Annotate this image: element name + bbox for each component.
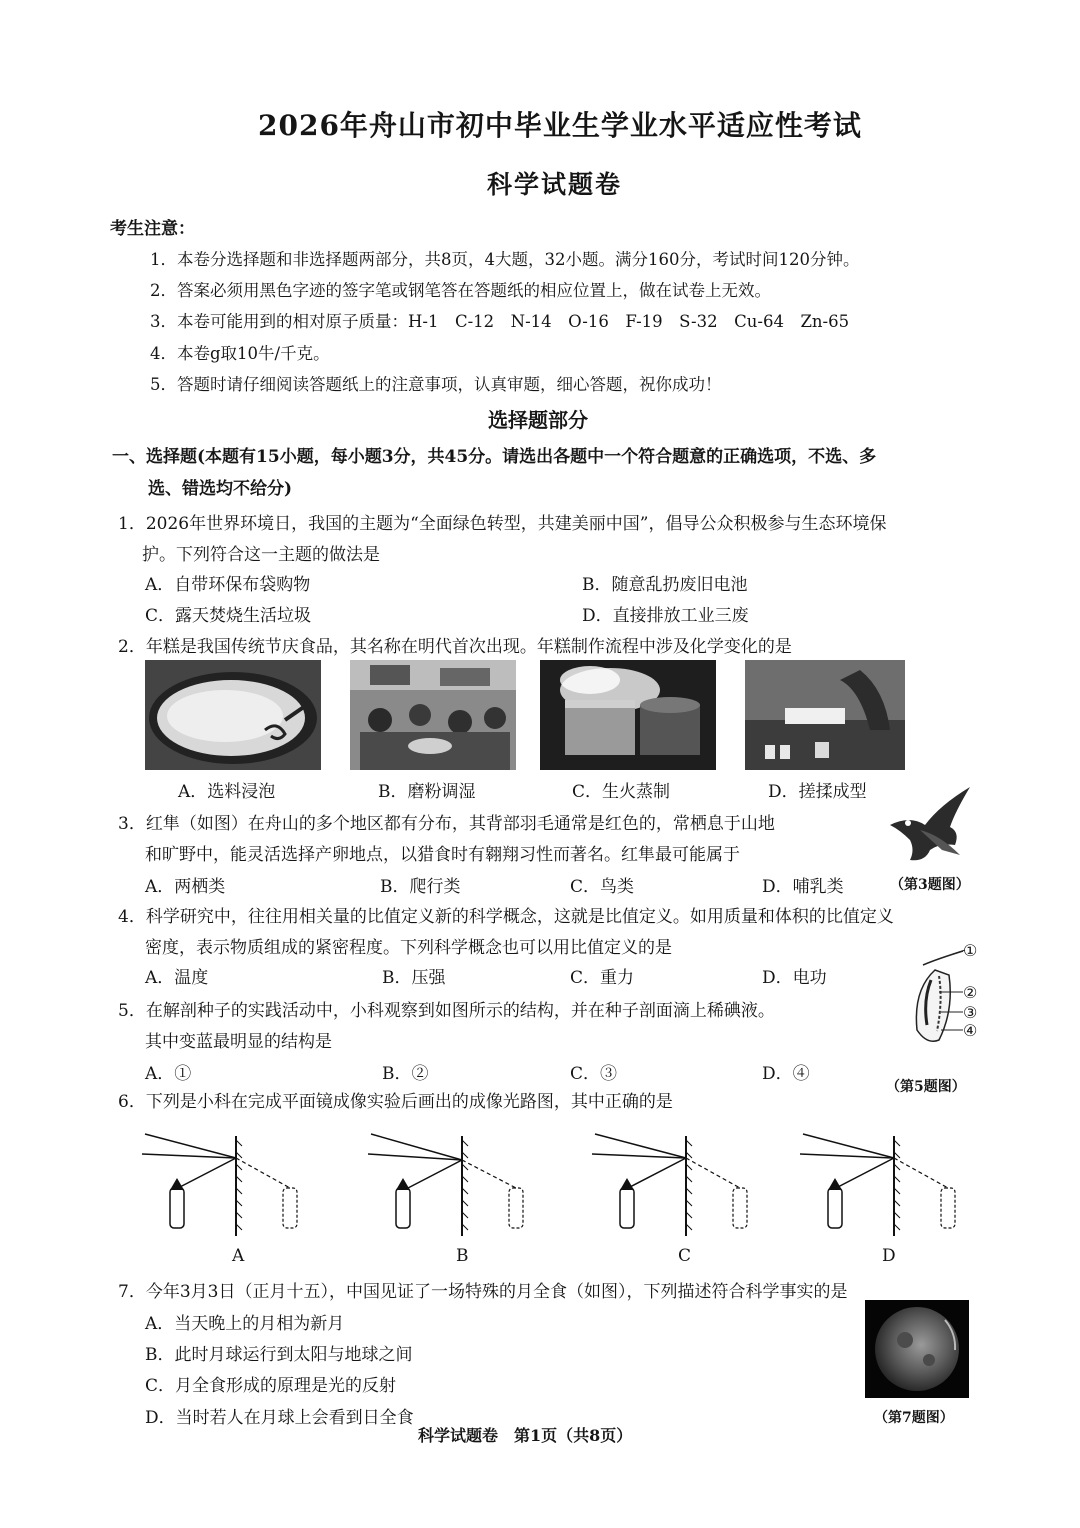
steaming-illustration <box>540 660 716 770</box>
seed-section-figure <box>895 940 995 1055</box>
q2-photo-steaming <box>540 660 716 770</box>
q3-option-d: D．哺乳类 <box>762 877 844 897</box>
seed-label-2: ② <box>963 983 978 1002</box>
q4-stem-line1: 4．科学研究中，往往用相关量的比值定义新的科学概念，这就是比值定义。如用质量和体积的比值定义 <box>118 907 894 927</box>
q2-photo-grinding <box>350 660 516 770</box>
q4-option-b: B．压强 <box>382 968 446 988</box>
notice-item-5: 5．答题时请仔细阅读答题纸上的注意事项，认真审题，细心答题，祝你成功！ <box>150 375 722 394</box>
q1-option-b: B．随意乱扔废旧电池 <box>582 575 748 595</box>
q7-lunar-eclipse-photo <box>865 1300 969 1398</box>
q2-option-a: A．选料浸泡 <box>178 782 276 802</box>
page-subtitle: 科学试题卷 <box>487 170 623 199</box>
notice-item-4: 4．本卷g取10牛/千克。 <box>150 344 330 363</box>
q5-stem-line1: 5．在解剖种子的实践活动中，小科观察到如图所示的结构，并在种子剖面滴上稀碘液。 <box>118 1001 775 1021</box>
seed-label-1: ① <box>963 941 978 960</box>
page-footer: 科学试题卷 第1页（共8页） <box>418 1426 633 1445</box>
q2-option-c: C．生火蒸制 <box>572 782 671 802</box>
notice-item-2: 2．答案必须用黑色字迹的签字笔或钢笔答在答题纸的相应位置上，做在试卷上无效。 <box>150 281 771 300</box>
section-heading: 选择题部分 <box>488 408 588 432</box>
notice-item-3: 3．本卷可能用到的相对原子质量：H-1 C-12 N-14 O-16 F-19 S-32 Cu-64 Zn-65 <box>150 312 850 331</box>
q4-option-d: D．电功 <box>762 968 827 988</box>
kestrel-figure <box>880 785 980 870</box>
q2-stem: 2．年糕是我国传统节庆食品，其名称在明代首次出现。年糕制作流程中涉及化学变化的是 <box>118 637 792 657</box>
q6-label-a: A <box>232 1246 245 1266</box>
eclipsed-moon <box>865 1300 969 1398</box>
ray-diagram-b <box>368 1134 523 1236</box>
grinding-illustration <box>350 660 516 770</box>
ray-diagram-c <box>592 1134 747 1236</box>
soaking-illustration <box>145 660 321 770</box>
q3-option-c: C．鸟类 <box>570 877 635 897</box>
q1-stem-line2: 护。下列符合这一主题的做法是 <box>142 545 380 565</box>
q3-option-a: A．两栖类 <box>145 877 226 897</box>
q4-stem-line2: 密度，表示物质组成的紧密程度。下列科学概念也可以用比值定义的是 <box>145 938 672 958</box>
q7-option-a: A．当天晚上的月相为新月 <box>145 1314 345 1334</box>
q5-option-b: B．② <box>382 1064 429 1084</box>
section-instruction-line2: 选、错选均不给分) <box>148 479 293 499</box>
q7-stem: 7．今年3月3日（正月十五），中国见证了一场特殊的月全食（如图），下列描述符合科学事实的是 <box>118 1282 848 1302</box>
q3-option-b: B．爬行类 <box>380 877 461 897</box>
q2-photo-soaking <box>145 660 321 770</box>
q3-figure-caption: （第3题图） <box>890 877 970 893</box>
q6-label-b: B <box>456 1246 469 1266</box>
q3-stem-line2: 和旷野中，能灵活选择产卵地点，以猎食时有翱翔习性而著名。红隼最可能属于 <box>145 845 740 865</box>
ray-diagram-d <box>800 1134 955 1236</box>
q3-stem-line1: 3．红隼（如图）在舟山的多个地区都有分布，其背部羽毛通常是红色的，常栖息于山地 <box>118 814 775 834</box>
q2-option-d: D．搓揉成型 <box>768 782 867 802</box>
q5-option-c: C．③ <box>570 1064 618 1084</box>
q7-option-d: D．当时若人在月球上会看到日全食 <box>145 1408 414 1428</box>
page-title: 2026年舟山市初中毕业生学业水平适应性考试 <box>258 109 862 142</box>
q1-stem-line1: 1．2026年世界环境日，我国的主题为“全面绿色转型，共建美丽中国”，倡导公众积极参与生态环境保 <box>118 514 887 534</box>
q2-option-b: B．磨粉调湿 <box>378 782 476 802</box>
q6-label-d: D <box>882 1246 896 1266</box>
q2-photo-kneading <box>745 660 905 770</box>
q6-stem: 6．下列是小科在完成平面镜成像实验后画出的成像光路图，其中正确的是 <box>118 1092 673 1112</box>
q1-option-c: C．露天焚烧生活垃圾 <box>145 606 312 626</box>
q5-option-d: D．④ <box>762 1064 810 1084</box>
section-instruction-line1: 一、选择题(本题有15小题，每小题3分，共45分。请选出各题中一个符合题意的正确选项，不选、多 <box>112 447 877 467</box>
seed-label-3: ③ <box>963 1003 978 1022</box>
notice-heading: 考生注意： <box>110 219 195 239</box>
notice-item-1: 1．本卷分选择题和非选择题两部分，共8页，4大题，32小题。满分160分，考试时间120分钟。 <box>150 250 860 269</box>
seed-label-4: ④ <box>963 1021 978 1040</box>
q1-option-d: D．直接排放工业三废 <box>582 606 749 626</box>
q6-ray-diagrams <box>140 1128 980 1248</box>
ray-diagram-a <box>142 1134 297 1236</box>
q6-label-c: C <box>678 1246 692 1266</box>
q5-option-a: A．① <box>145 1064 192 1084</box>
kneading-illustration <box>745 660 905 770</box>
q5-stem-line2: 其中变蓝最明显的结构是 <box>145 1032 332 1052</box>
q4-option-c: C．重力 <box>570 968 635 988</box>
q1-option-a: A．自带环保布袋购物 <box>145 575 311 595</box>
q4-option-a: A．温度 <box>145 968 209 988</box>
q7-option-b: B．此时月球运行到太阳与地球之间 <box>145 1345 413 1365</box>
q7-option-c: C．月全食形成的原理是光的反射 <box>145 1376 397 1396</box>
q7-figure-caption: （第7题图） <box>874 1410 954 1426</box>
q5-figure-caption: （第5题图） <box>886 1079 966 1095</box>
